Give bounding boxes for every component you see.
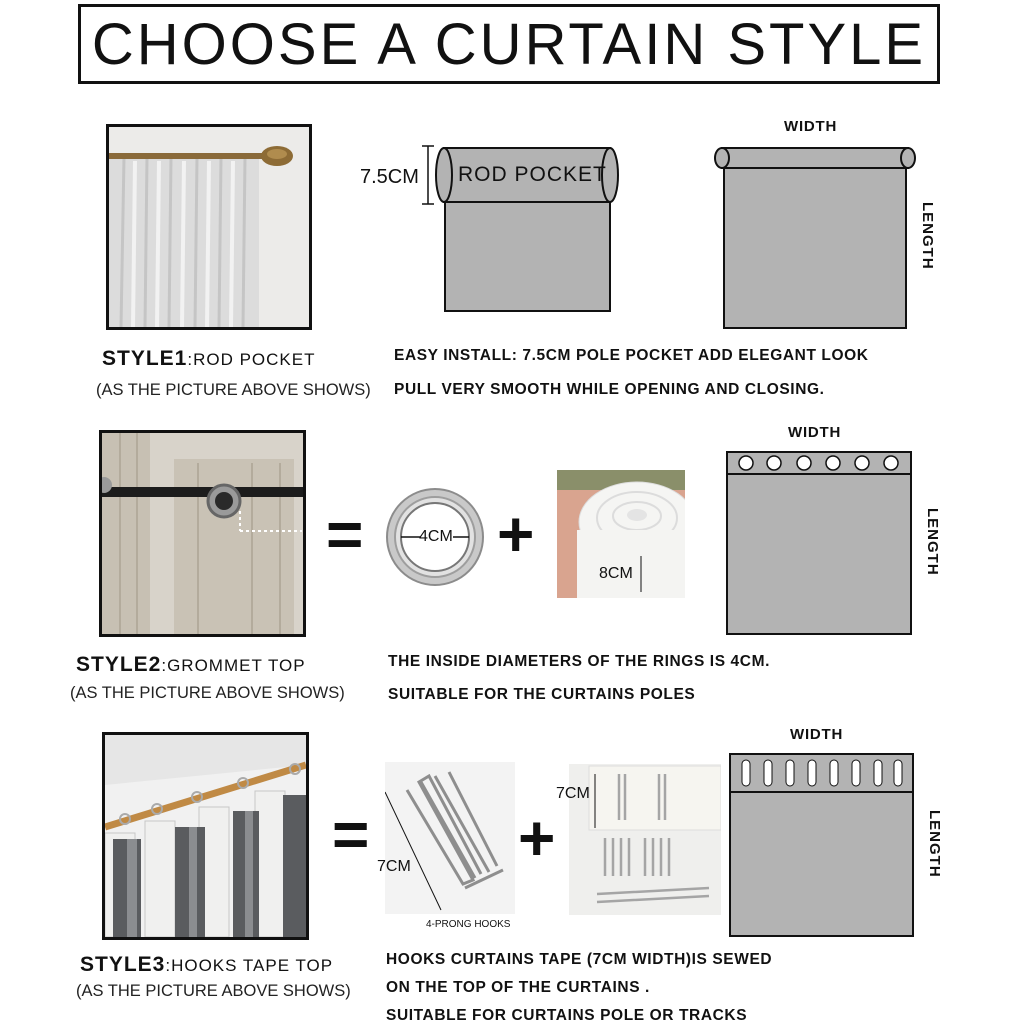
style3-name: STYLE3 (80, 953, 166, 976)
length-label: LENGTH (926, 810, 943, 878)
hooks-tape-photo (102, 732, 309, 940)
rod-pocket-photo (106, 124, 312, 330)
style3-type: :HOOKS TAPE TOP (165, 956, 334, 975)
style3-desc-line2: ON THE TOP OF THE CURTAINS . (386, 979, 650, 996)
ring-size-label: 4CM (419, 528, 453, 545)
hooks-tape-sample-photo (569, 764, 721, 915)
style1-type: :ROD POCKET (187, 350, 316, 369)
hook-size-label: 7CM (377, 858, 411, 875)
hooks-tape-panel (729, 753, 916, 938)
style2-type: :GROMMET TOP (161, 656, 306, 675)
width-label: WIDTH (788, 424, 842, 441)
style2-desc-line1: THE INSIDE DIAMETERS OF THE RINGS IS 4CM. (388, 653, 770, 670)
style2-heading (76, 653, 306, 677)
style1-desc-line1: EASY INSTALL: 7.5CM POLE POCKET ADD ELEGANT LOOK (394, 347, 869, 364)
style3-heading (80, 953, 333, 977)
style1-name: STYLE1 (102, 347, 188, 370)
width-label: WIDTH (784, 118, 838, 135)
style1-desc-line2: PULL VERY SMOOTH WHILE OPENING AND CLOSING. (394, 381, 825, 398)
style1-note: (AS THE PICTURE ABOVE SHOWS) (96, 381, 371, 399)
plus-sign: + (518, 802, 556, 874)
hook-caption: 4-PRONG HOOKS (426, 919, 511, 930)
rod-pocket-label: ROD POCKET (458, 163, 607, 186)
style2-desc-line2: SUITABLE FOR THE CURTAINS POLES (388, 686, 696, 703)
four-prong-hook-photo (385, 762, 515, 914)
grommet-panel (726, 451, 914, 636)
style3-desc-line3: SUITABLE FOR CURTAINS POLE OR TRACKS (386, 1007, 748, 1024)
page-title: CHOOSE A CURTAIN STYLE (78, 4, 940, 84)
style2-note: (AS THE PICTURE ABOVE SHOWS) (70, 684, 345, 702)
style3-desc-line1: HOOKS CURTAINS TAPE (7CM WIDTH)IS SEWED (386, 951, 773, 968)
style1-heading (102, 347, 315, 371)
equals-sign: = (332, 798, 370, 870)
rod-pocket-panel (710, 144, 920, 334)
style2-name: STYLE2 (76, 653, 162, 676)
tape-size-label: 8CM (599, 565, 633, 582)
equals-sign: = (326, 498, 364, 570)
tape-size-label: 7CM (556, 785, 590, 802)
plus-sign: + (497, 498, 535, 570)
width-label: WIDTH (790, 726, 844, 743)
pocket-size-label: 7.5CM (360, 166, 419, 188)
grommet-photo (99, 430, 306, 637)
style3-note: (AS THE PICTURE ABOVE SHOWS) (76, 982, 351, 1000)
length-label: LENGTH (919, 202, 936, 270)
length-label: LENGTH (924, 508, 941, 576)
